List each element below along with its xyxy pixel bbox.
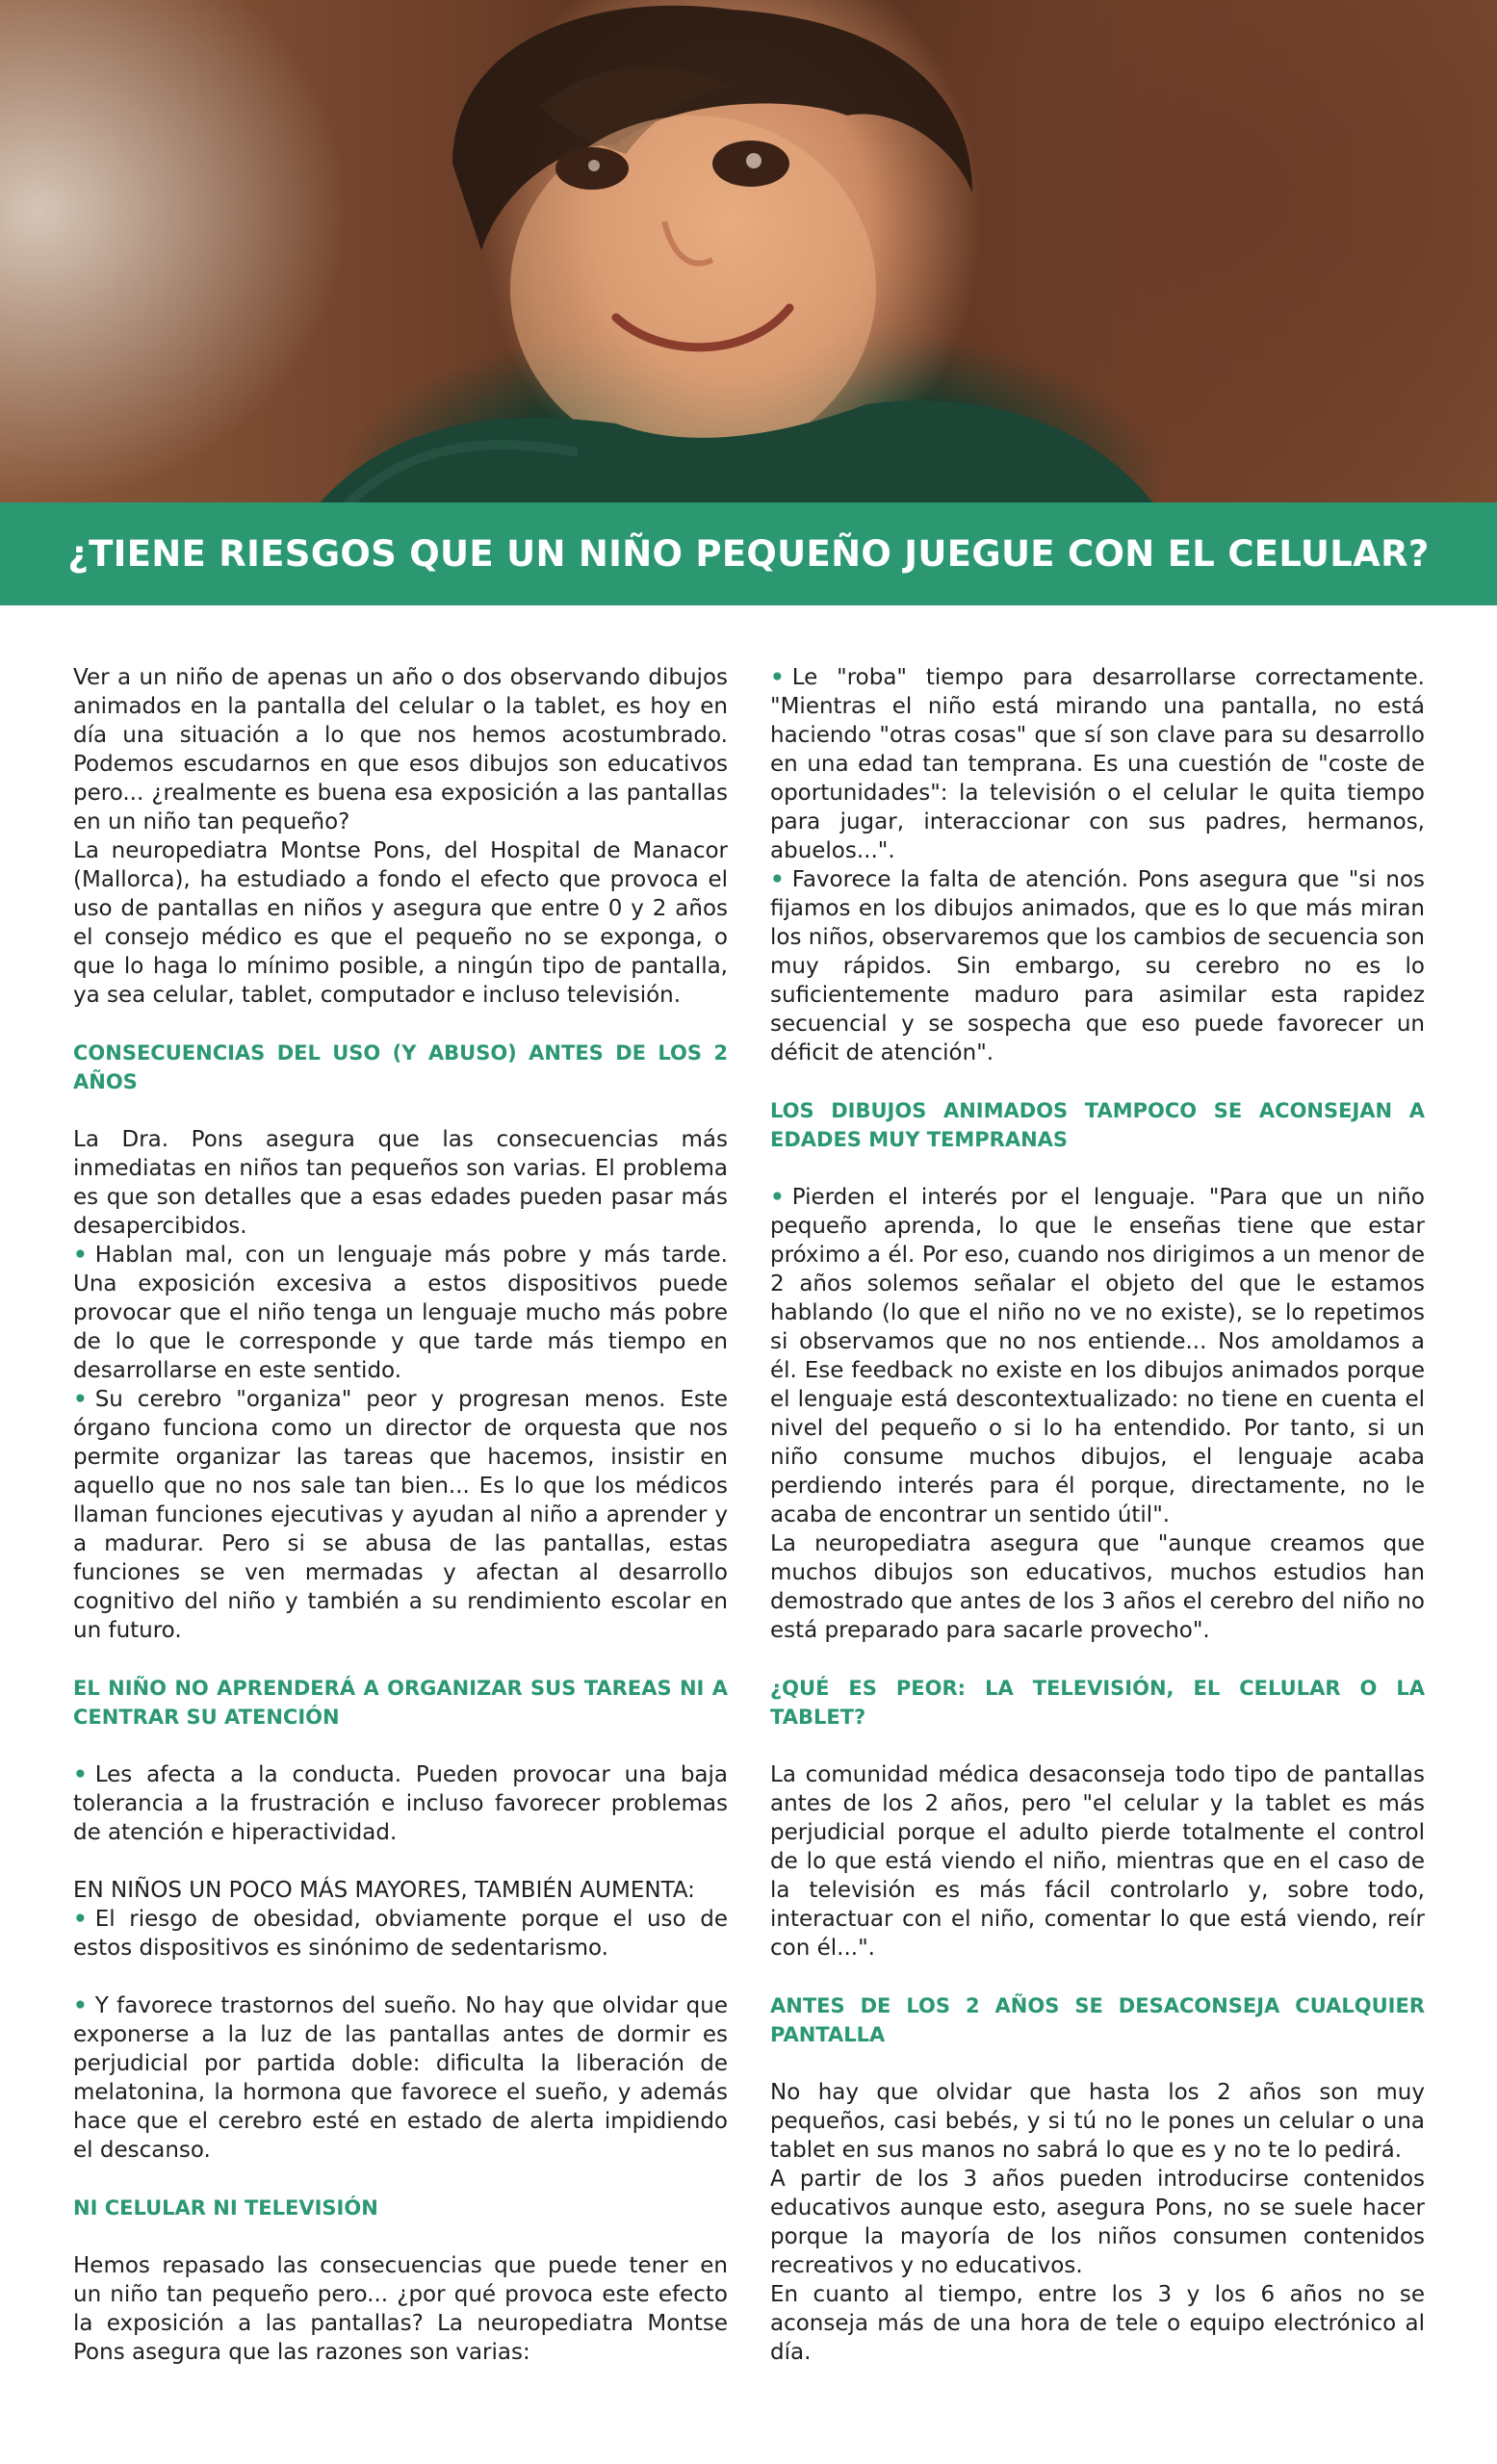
right-column <box>770 663 1425 2367</box>
bullet-icon: • <box>770 867 785 892</box>
bullet-icon: • <box>73 1993 88 2018</box>
body-paragraph: La neuropediatra asegura que "aunque creamos que muchos dibujos son educativos, muchos estudios han demostrado que antes de los 3 años el cerebro del niño no está preparado para sacarle provecho". <box>770 1531 1425 1643</box>
bullet-icon: • <box>770 665 785 690</box>
body-paragraph: La comunidad médica desaconseja todo tipo de pantallas antes de los 2 años, pero "el celular y la tablet es más perjudicial porque el adulto pierde totalmente el control de lo que está viendo el niño, mientras que en el caso de la televisión es más fácil controlarlo y, sobre todo, interactuar con el niño, comentar lo que está viendo, reír con él...". <box>770 1762 1425 1961</box>
body-paragraph: A partir de los 3 años pueden introducirse contenidos educativos aunque esto, asegura Pons, no se suele hacer porque la mayoría de los niños consumen contenidos recreativos y no educativos. <box>770 2167 1425 2278</box>
hero-photo <box>0 0 1497 505</box>
bullet-item <box>770 865 1425 1067</box>
bullet-text: Hablan mal, con un lenguaje más pobre y más tarde. Una exposición excesiva a estos dispositivos puede provocar que el niño tenga un lenguaje mucho más pobre de lo que le corresponde y que tarde más tiempo en desarrollarse en este sentido. <box>73 1243 728 1383</box>
bullet-text: Y favorece trastornos del sueño. No hay que olvidar que exponerse a la luz de las pantallas antes de dormir es perjudicial por partida doble: dificulta la liberación de melatonina, la hormona que favorece el sueño, y además hace que el cerebro esté en estado de alerta impidiendo el descanso. <box>73 1993 728 2163</box>
section-heading: ANTES DE LOS 2 AÑOS SE DESACONSEJA CUALQUIER PANTALLA <box>770 1994 1425 2046</box>
body-paragraph: En cuanto al tiempo, entre los 3 y los 6 años no se aconseja más de una hora de tele o equipo electrónico al día. <box>770 2282 1425 2365</box>
bullet-item <box>73 1905 728 1963</box>
section-heading: CONSECUENCIAS DEL USO (Y ABUSO) ANTES DE LOS 2 AÑOS <box>73 1041 728 1093</box>
bullet-item <box>73 1385 728 1645</box>
section-heading: ¿QUÉ ES PEOR: LA TELEVISIÓN, EL CELULAR O LA TABLET? <box>770 1677 1425 1729</box>
left-column <box>73 663 728 2367</box>
title-banner <box>0 502 1497 605</box>
bullet-text: El riesgo de obesidad, obviamente porque el uso de estos dispositivos es sinónimo de sedentarismo. <box>73 1907 728 1961</box>
bullet-text: Su cerebro "organiza" peor y progresan menos. Este órgano funciona como un director de orquesta que nos permite organizar las tareas que hacemos, insistir en aquello que no nos sale tan bien... Es lo que los médicos llaman funciones ejecutivas y ayudan al niño a aprender y a madurar. Pero si se abusa de las pantallas, estas funciones se ven mermadas y afectan al desarrollo cognitivo del niño y también a su rendimiento escolar en un futuro. <box>73 1387 728 1643</box>
bullet-icon: • <box>770 1185 785 1210</box>
bullet-text: Favorece la falta de atención. Pons asegura que "si nos fijamos en los dibujos animados, que es lo que más miran los niños, observaremos que los cambios de secuencia son muy rápidos. Sin embargo, su cerebro no es lo suficientemente maduro para asimilar esta rapidez secuencial y se sospecha que eso puede favorecer un déficit de atención". <box>770 867 1425 1065</box>
bullet-item <box>770 663 1425 865</box>
bullet-text: Le "roba" tiempo para desarrollarse correctamente. "Mientras el niño está mirando una pantalla, no está haciendo "otras cosas" que sí son clave para su desarrollo en una edad tan temprana. Es una cuestión de "coste de oportunidades": la televisión o el celular le quita tiempo para jugar, interaccionar con sus padres, hermanos, abuelos...". <box>770 665 1425 863</box>
intro-paragraph: La neuropediatra Montse Pons, del Hospital de Manacor (Mallorca), ha estudiado a fondo el efecto que provoca el uso de pantallas en niños y asegura que entre 0 y 2 años el consejo médico es que el pequeño no se exponga, o que lo haga lo mínimo posible, a ningún tipo de pantalla, ya sea celular, tablet, computador e incluso televisión. <box>73 838 728 1008</box>
bullet-icon: • <box>73 1762 88 1787</box>
section-heading: EL NIÑO NO APRENDERÁ A ORGANIZAR SUS TAREAS NI A CENTRAR SU ATENCIÓN <box>73 1677 728 1729</box>
bullet-item <box>73 1991 728 2165</box>
section-heading: LOS DIBUJOS ANIMADOS TAMPOCO SE ACONSEJAN A EDADES MUY TEMPRANAS <box>770 1099 1425 1151</box>
body-paragraph: Hemos repasado las consecuencias que puede tener en un niño tan pequeño pero... ¿por qué provoca este efecto la exposición a las pantallas? La neuropediatra Montse Pons asegura que las razones son varias: <box>73 2253 728 2365</box>
body-paragraph: EN NIÑOS UN POCO MÁS MAYORES, TAMBIÉN AUMENTA: <box>73 1878 695 1903</box>
page-title: ¿TIENE RIESGOS QUE UN NIÑO PEQUEÑO JUEGUE CON EL CELULAR? <box>67 533 1430 575</box>
bullet-item <box>73 1760 728 1847</box>
bullet-text: Les afecta a la conducta. Pueden provocar una baja tolerancia a la frustración e incluso favorecer problemas de atención e hiperactividad. <box>73 1762 728 1845</box>
child-portrait-illustration <box>0 0 1497 505</box>
bullet-icon: • <box>73 1387 88 1412</box>
bullet-icon: • <box>73 1243 88 1268</box>
bullet-item <box>73 1241 728 1385</box>
bullet-item <box>770 1183 1425 1529</box>
body-paragraph: No hay que olvidar que hasta los 2 años son muy pequeños, casi bebés, y si tú no le pones un celular o una tablet en sus manos no sabrá lo que es y no te lo pedirá. <box>770 2080 1425 2163</box>
section-heading: NI CELULAR NI TELEVISIÓN <box>73 2196 378 2220</box>
body-paragraph: La Dra. Pons asegura que las consecuencias más inmediatas en niños tan pequeños son varias. El problema es que son detalles que a esas edades pueden pasar más desapercibidos. <box>73 1127 728 1239</box>
bullet-text: Pierden el interés por el lenguaje. "Para que un niño pequeño aprenda, lo que le enseñas tiene que estar próximo a él. Por eso, cuando nos dirigimos a un menor de 2 años solemos señalar el objeto del que le estamos hablando (lo que el niño no ve no existe), se lo repetimos si observamos que no nos entiende... Nos amoldamos a él. Ese feedback no existe en los dibujos animados porque el lenguaje está descontextualizado: no tiene en cuenta el nivel del pequeño o si lo ha entendido. Por tanto, si un niño consume muchos dibujos, el lenguaje acaba perdiendo interés para él porque, directamente, no le acaba de encontrar un sentido útil". <box>770 1185 1425 1527</box>
bullet-icon: • <box>73 1907 88 1932</box>
intro-paragraph: Ver a un niño de apenas un año o dos observando dibujos animados en la pantalla del celular o la tablet, es hoy en día una situación a lo que nos hemos acostumbrado. Podemos escudarnos en que esos dibujos son educativos pero... ¿realmente es buena esa exposición a las pantallas en un niño tan pequeño? <box>73 665 728 834</box>
